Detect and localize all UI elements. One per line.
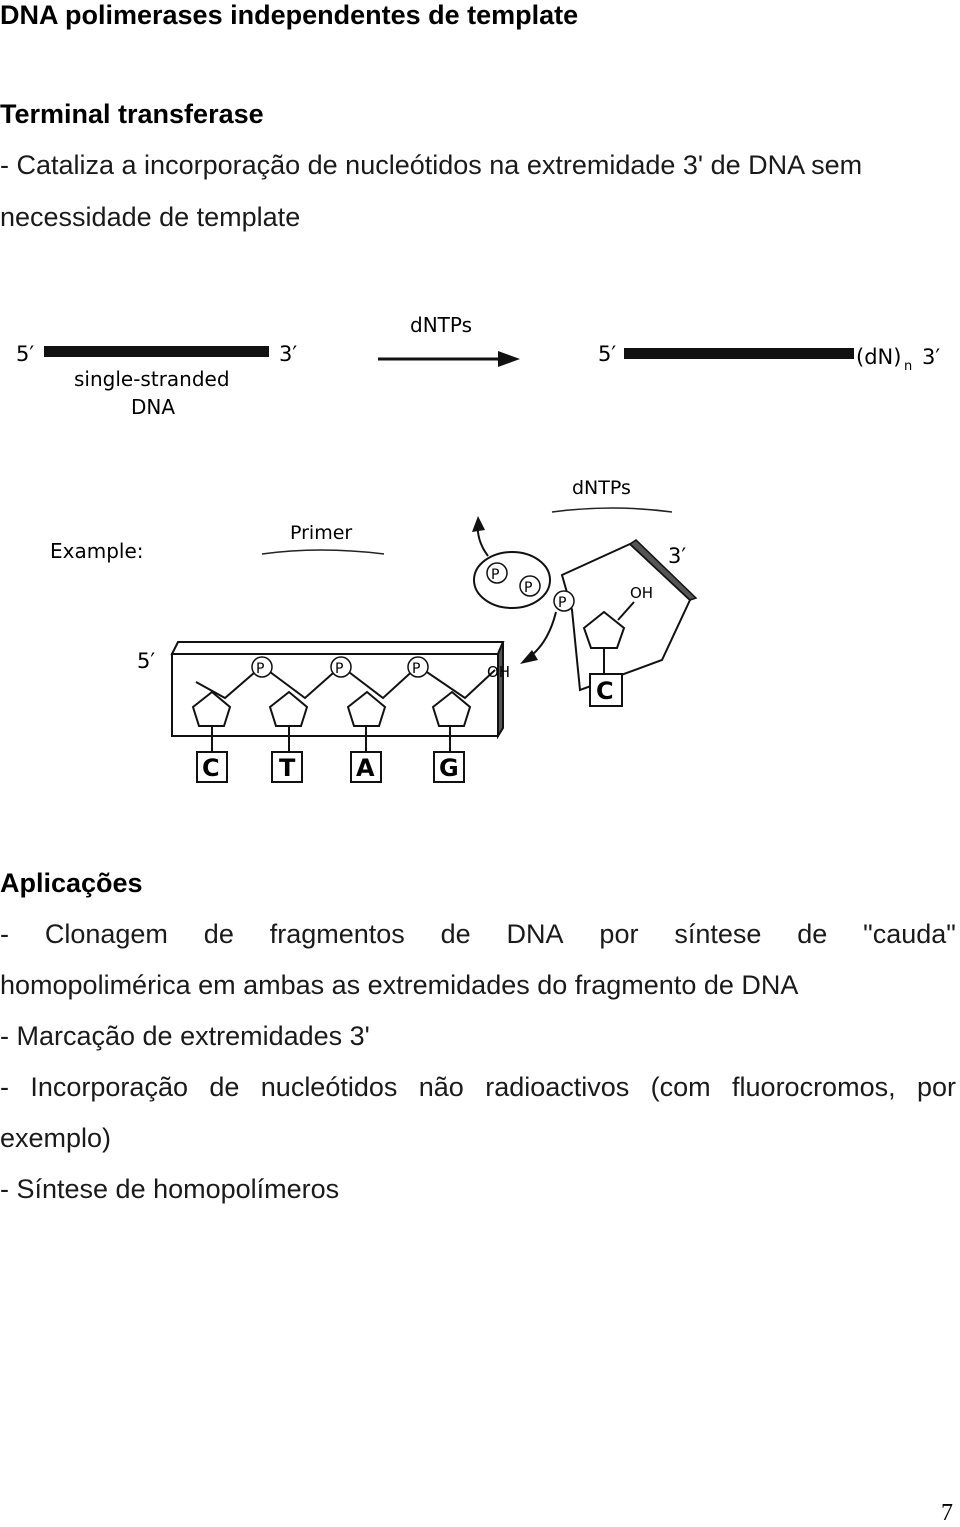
release-arrowhead [472,516,485,532]
ss-dna-5-label: 5′ [16,342,35,366]
base-label-1: C [202,754,220,782]
word: fluorocromos, [732,1072,896,1102]
product-tail-label: (dN) [856,345,902,369]
word: nucleótidos [260,1072,398,1102]
page-number: 7 [941,1500,953,1526]
ss-dna-label-line2: DNA [131,395,176,419]
sugar-ring-2 [270,692,307,726]
ss-dna-label-line1: single-stranded [74,367,230,391]
pyrophosphate-p1-label: P [491,567,500,583]
base-label-4: G [439,754,459,782]
word: não [418,1072,464,1102]
primer-brace [262,550,384,554]
phosphate-2-label: P [335,661,344,677]
word: fragmentos [269,919,405,949]
sugar-ring-3 [348,692,385,726]
reaction-arrowhead [498,351,520,367]
incoming-alpha-phosphate-label: P [558,595,567,611]
dntps-label-top: dNTPs [410,313,473,337]
section2-line5: exemplo) [0,1123,112,1153]
word: (com [650,1072,711,1102]
word: de [440,919,471,949]
word: de [209,1072,240,1102]
figure-example-mechanism [0,460,960,800]
section2-line6: - Síntese de homopolímeros [0,1174,340,1204]
incoming-oh-label: OH [630,584,654,602]
primer-backbone-top [172,642,503,654]
section2-line1 [0,919,956,950]
product-3-label: 3′ [922,345,941,369]
section1-line1: - Cataliza a incorporação de nucleótidos na extremidade 3' de DNA sem [0,150,863,180]
base-label-2: T [279,754,296,782]
incoming-base-label: C [596,677,614,705]
pyrophosphate-p2-label: P [524,580,533,596]
product-strand [624,348,854,359]
word: DNA [506,919,564,949]
word: radioactivos [485,1072,630,1102]
word: por [599,919,639,949]
phosphate-1-label: P [256,661,265,677]
dntps-brace [552,508,672,512]
phosphate-3-label: P [412,661,421,677]
word: - [0,1072,9,1102]
section2-line3: - Marcação de extremidades 3' [0,1021,370,1051]
word: Clonagem [44,919,168,949]
section1-line2: necessidade de template [0,202,301,232]
word: síntese [674,919,762,949]
product-5-label: 5′ [598,342,617,366]
figure-tailing-reaction [0,300,960,430]
word: de [797,919,828,949]
primer-label: Primer [290,522,353,544]
word: de [203,919,234,949]
word: Incorporação [30,1072,188,1102]
section2-line2: homopolimérica em ambas as extremidades do fragmento de DNA [0,970,799,1000]
section-heading-aplicacoes: Aplicações [0,868,143,898]
word: - [0,919,9,949]
dntps-label-bottom: dNTPs [572,477,631,499]
example-label: Example: [50,539,144,563]
section2-line4 [0,1072,956,1103]
ss-dna-3-label: 3′ [279,342,298,366]
page-title: DNA polimerases independentes de template [0,0,579,30]
incoming-3-label: 3′ [668,544,687,568]
ss-dna-strand [44,346,269,357]
word: "cauda" [863,919,956,949]
word: por [916,1072,956,1102]
primer-5-label: 5′ [137,649,156,673]
product-tail-subscript: n [904,359,913,374]
base-label-3: A [356,754,375,782]
section-heading-terminal-transferase: Terminal transferase [0,99,264,129]
primer-oh-label: OH [487,663,511,681]
